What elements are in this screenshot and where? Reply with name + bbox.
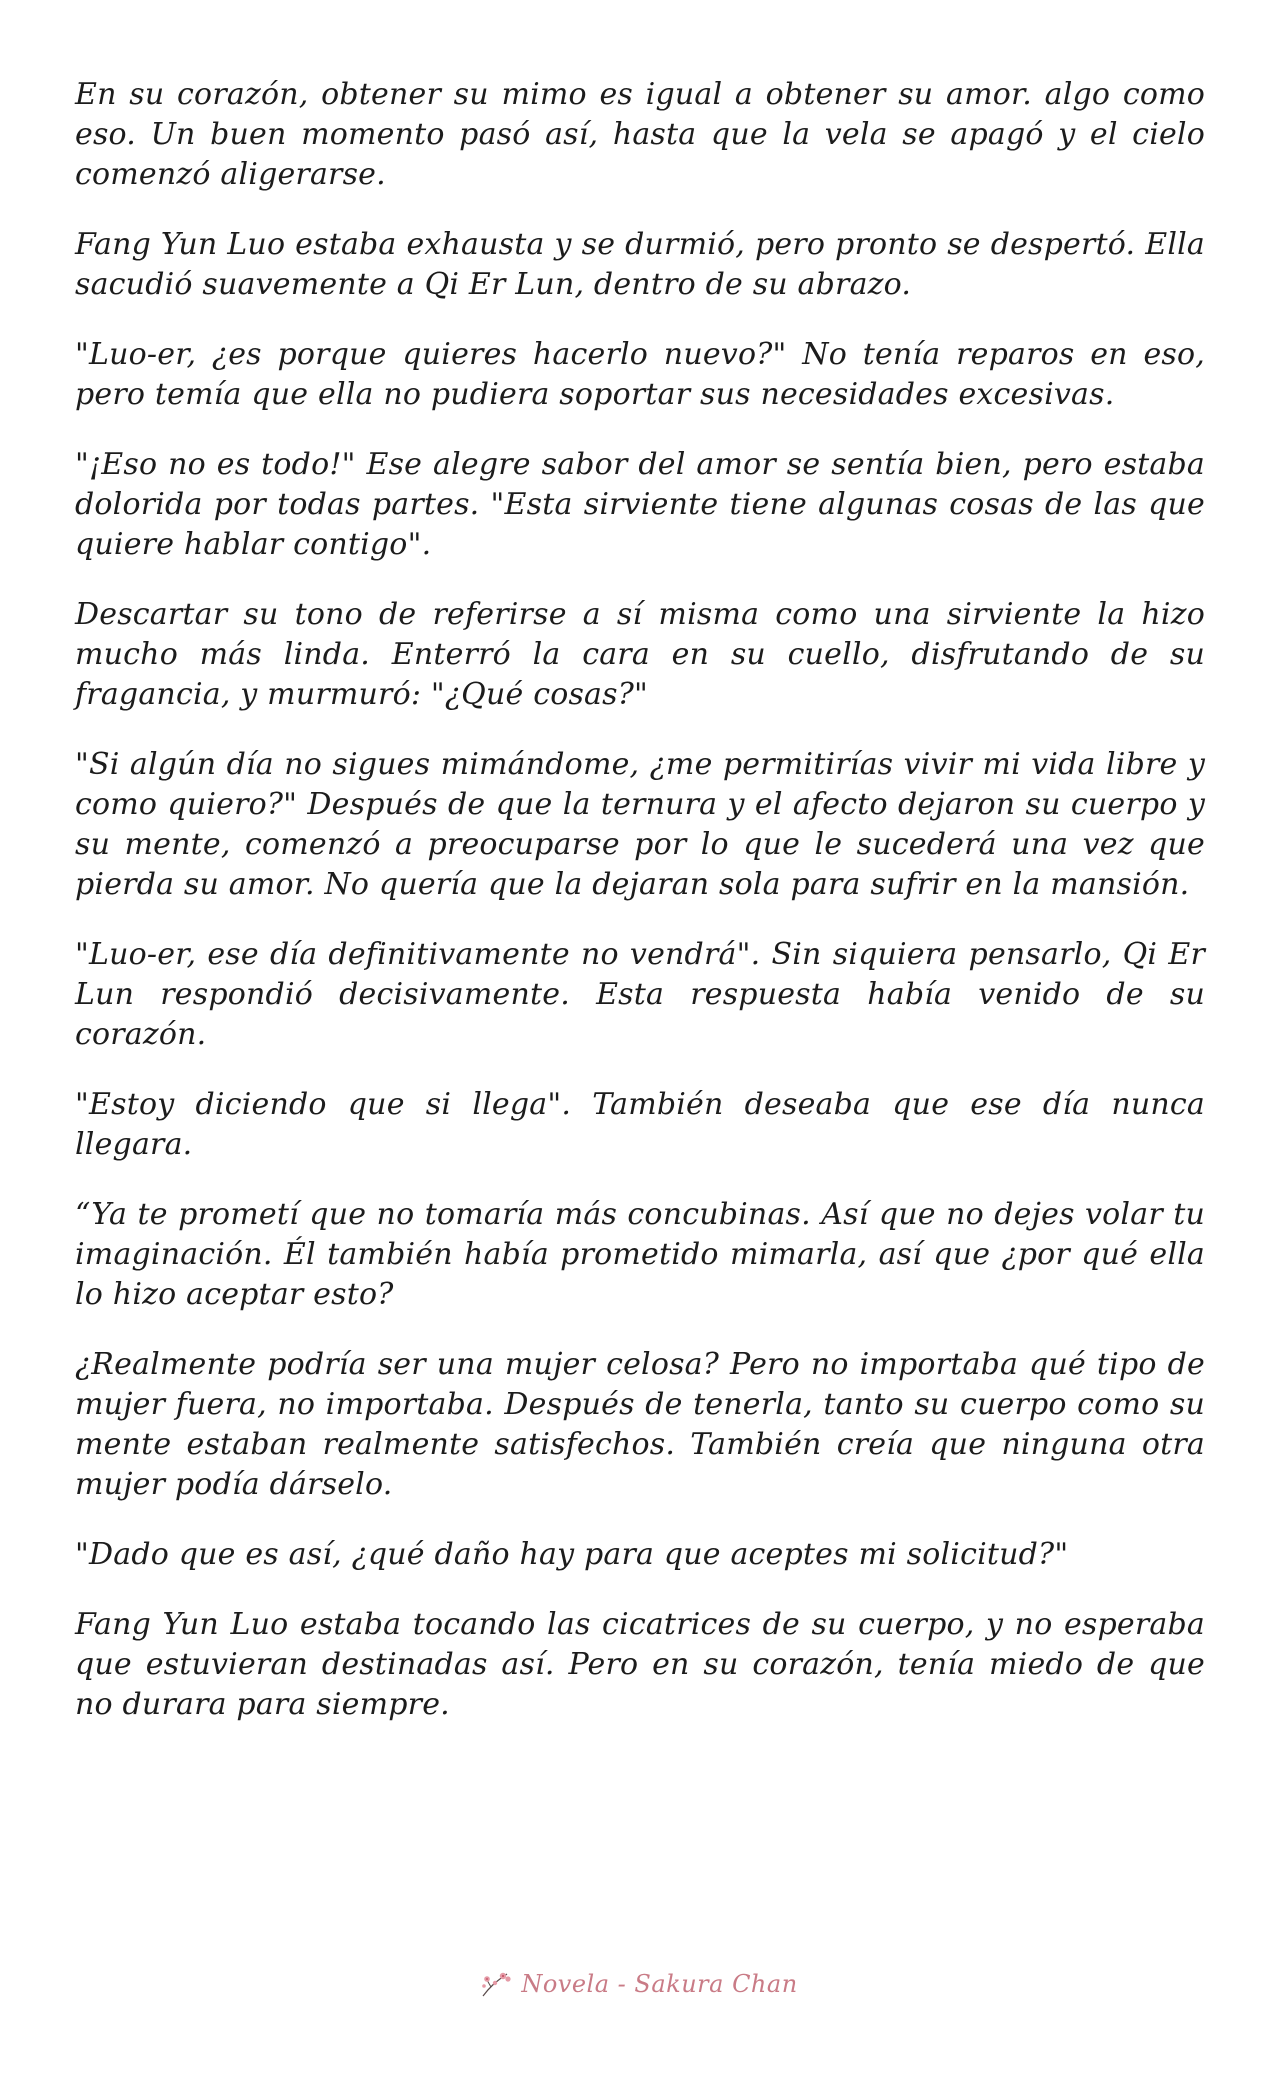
paragraph-7: "Luo-er, ese día definitivamente no vendrá". Sin siquiera pensarlo, Qi Er Lun respondió decisivamente. Esta respuesta había venido de su corazón. [75, 937, 1205, 1052]
footer-watermark [0, 1968, 1275, 2000]
paragraph-4: "¡Eso no es todo!" Ese alegre sabor del amor se sentía bien, pero estaba dolorida por todas partes. "Esta sirviente tiene algunas cosas de las que quiere hablar contigo". [75, 447, 1205, 562]
paragraph-9: “Ya te prometí que no tomaría más concubinas. Así que no dejes volar tu imaginación. Él también había prometido mimarla, así que ¿por qué ella lo hizo aceptar esto? [75, 1197, 1205, 1312]
paragraph-12: Fang Yun Luo estaba tocando las cicatrices de su cuerpo, y no esperaba que estuvieran destinadas así. Pero en su corazón, tenía miedo de que no durara para siempre. [75, 1607, 1205, 1722]
footer-text: Novela - Sakura Chan [521, 1970, 798, 1998]
sakura-flower-icon [477, 1968, 513, 2000]
paragraph-5: Descartar su tono de referirse a sí misma como una sirviente la hizo mucho más linda. Enterró la cara en su cuello, disfrutando de su fragancia, y murmuró: "¿Qué cosas?" [75, 597, 1205, 712]
page-body [75, 75, 1205, 1755]
paragraph-1: En su corazón, obtener su mimo es igual a obtener su amor. algo como eso. Un buen momento pasó así, hasta que la vela se apagó y el cielo comenzó aligerarse. [75, 77, 1205, 192]
paragraph-3: "Luo-er, ¿es porque quieres hacerlo nuevo?" No tenía reparos en eso, pero temía que ella no pudiera soportar sus necesidades excesivas. [75, 337, 1205, 412]
paragraph-11: "Dado que es así, ¿qué daño hay para que aceptes mi solicitud?" [75, 1537, 1069, 1572]
paragraph-6: "Si algún día no sigues mimándome, ¿me permitirías vivir mi vida libre y como quiero?" Después de que la ternura y el afecto dejaron su cuerpo y su mente, comenzó a preocuparse por lo que le sucederá una vez que pierda su amor. No quería que la dejaran sola para sufrir en la mansión. [75, 747, 1205, 902]
paragraph-10: ¿Realmente podría ser una mujer celosa? Pero no importaba qué tipo de mujer fuera, no importaba. Después de tenerla, tanto su cuerpo como su mente estaban realmente satisfechos. También creía que ninguna otra mujer podía dárselo. [75, 1347, 1205, 1502]
paragraph-8: "Estoy diciendo que si llega". También deseaba que ese día nunca llegara. [75, 1087, 1205, 1162]
paragraph-2: Fang Yun Luo estaba exhausta y se durmió, pero pronto se despertó. Ella sacudió suavemente a Qi Er Lun, dentro de su abrazo. [75, 227, 1205, 302]
